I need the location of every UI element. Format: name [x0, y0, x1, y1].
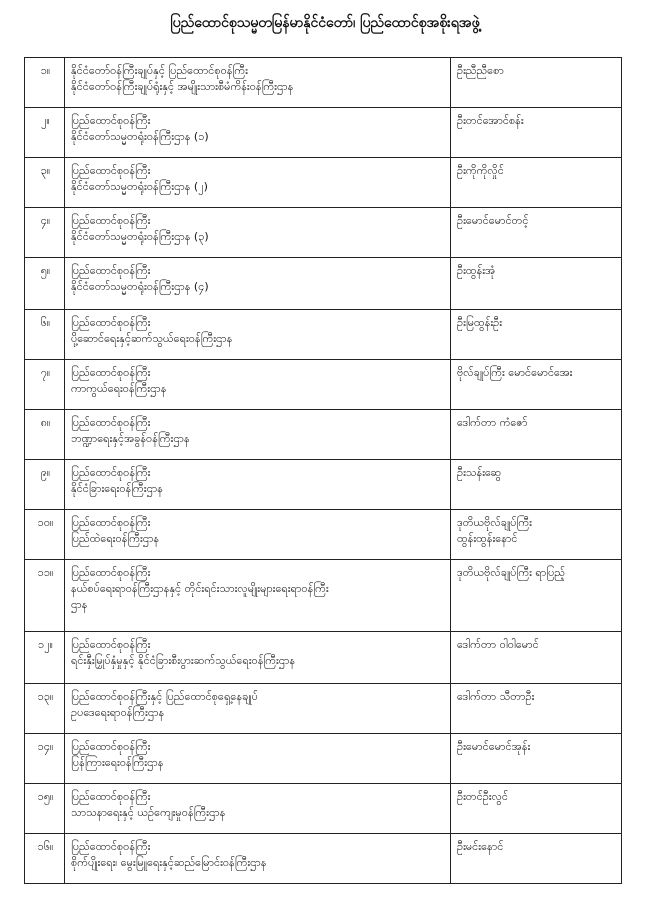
- position-line: ပြည်ထောင်စုဝန်ကြီး: [71, 566, 151, 579]
- position-cell: [65, 784, 451, 834]
- minister-name-cell: [451, 208, 622, 258]
- table-row: [25, 208, 622, 258]
- minister-name: ဦးမောင်မောင်တင့်: [457, 214, 529, 227]
- position-cell: [65, 208, 451, 258]
- minister-name: ဦးကိုကိုလှိုင်: [457, 164, 504, 177]
- position-line: ကာကွယ်ရေးဝန်ကြီးဌာန: [71, 382, 167, 395]
- cabinet-table: [24, 57, 622, 884]
- position-line: ပြည်ထောင်စုဝန်ကြီး: [71, 466, 151, 479]
- position-line: နိုင်ငံခြားရေးဝန်ကြီးဌာန: [71, 482, 163, 495]
- row-number: ၁၄။: [25, 734, 65, 784]
- position-line: နိုင်ငံတော်သမ္မတရုံးဝန်ကြီးဌာန (၂): [71, 180, 208, 193]
- minister-name-cell: [451, 58, 622, 108]
- row-number: ၁၁။: [25, 560, 65, 632]
- position-line: ပြန်ကြားရေးဝန်ကြီးဌာန: [71, 756, 164, 769]
- row-number: ၉။: [25, 460, 65, 510]
- minister-name: ဒေါက်တာ သီတာဦး: [457, 690, 535, 703]
- position-cell: [65, 684, 451, 734]
- position-cell: [65, 58, 451, 108]
- table-row: [25, 510, 622, 560]
- minister-name-cell: [451, 784, 622, 834]
- table-row: [25, 834, 622, 884]
- position-line: ပြည်ထောင်စုဝန်ကြီး: [71, 638, 151, 651]
- position-line: ပြည်ထဲရေးဝန်ကြီးဌာန: [71, 532, 160, 545]
- row-number: ၁။: [25, 58, 65, 108]
- row-number: ၈။: [25, 410, 65, 460]
- table-row: [25, 360, 622, 410]
- minister-name: ဦးမင်းနောင်: [457, 840, 504, 853]
- row-number: ၁၂။: [25, 632, 65, 684]
- minister-name-cell: [451, 410, 622, 460]
- minister-name-cell: [451, 560, 622, 632]
- position-line: ပြည်ထောင်စုဝန်ကြီး: [71, 114, 151, 127]
- position-cell: [65, 632, 451, 684]
- position-line: စိုက်ပျိုးရေး၊ မွေးမြူရေးနှင့်ဆည်မြောင်းဝန်ကြီးဌာန: [71, 856, 267, 869]
- table-row: [25, 632, 622, 684]
- minister-name: ဦးမြထွန်းဦး: [457, 316, 503, 329]
- position-line: နိုင်ငံတော်သမ္မတရုံးဝန်ကြီးဌာန (၃): [71, 230, 209, 243]
- table-row: [25, 310, 622, 360]
- table-row: [25, 410, 622, 460]
- minister-name: ထွန်းထွန်းနောင်: [457, 532, 518, 545]
- minister-name-cell: [451, 360, 622, 410]
- minister-name: ဗိုလ်ချုပ်ကြီး မောင်မောင်အေး: [457, 366, 573, 379]
- position-line: ပြည်ထောင်စုဝန်ကြီး: [71, 366, 151, 379]
- table-row: [25, 108, 622, 158]
- minister-name-cell: [451, 684, 622, 734]
- minister-name: ဦးညီညီစော: [457, 64, 504, 77]
- position-line: ပြည်ထောင်စုဝန်ကြီး: [71, 840, 151, 853]
- minister-name-cell: [451, 158, 622, 208]
- page-title: ပြည်ထောင်စုသမ္မတမြန်မာနိုင်ငံတော်၊ ပြည်ထောင်စုအစိုးရအဖွဲ့: [170, 15, 480, 31]
- position-cell: [65, 510, 451, 560]
- position-line: ပြည်ထောင်စုဝန်ကြီး: [71, 214, 151, 227]
- minister-name: ဦးထွန်းအုံ: [457, 264, 496, 277]
- table-row: [25, 158, 622, 208]
- position-line: ပြည်ထောင်စုဝန်ကြီး: [71, 264, 151, 277]
- position-line: ပြည်ထောင်စုဝန်ကြီးနှင့် ပြည်ထောင်စုရှေ့နေချုပ်: [71, 690, 258, 703]
- row-number: ၁၃။: [25, 684, 65, 734]
- row-number: ၄။: [25, 208, 65, 258]
- row-number: ၁၅။: [25, 784, 65, 834]
- position-cell: [65, 734, 451, 784]
- minister-name: ဒေါက်တာ ဝါဝါမောင်: [457, 638, 539, 651]
- position-line: ဘဏ္ဍာရေးနှင့်အခွန်ဝန်ကြီးဌာန: [71, 432, 190, 445]
- position-cell: [65, 158, 451, 208]
- minister-name: ဒုတိယဗိုလ်ချုပ်ကြီး: [457, 516, 532, 529]
- position-line: ပြည်ထောင်စုဝန်ကြီး: [71, 416, 151, 429]
- minister-name: ဒုတိယဗိုလ်ချုပ်ကြီး ရာပြည့်: [457, 566, 565, 579]
- minister-name-cell: [451, 310, 622, 360]
- position-cell: [65, 258, 451, 310]
- position-line: နိုင်ငံတော်ဝန်ကြီးချုပ်ရုံးနှင့် အမျိုးသားစီမံကိန်းဝန်ကြီးဌာန: [71, 80, 294, 93]
- row-number: ၂။: [25, 108, 65, 158]
- minister-name-cell: [451, 834, 622, 884]
- position-cell: [65, 310, 451, 360]
- position-cell: [65, 410, 451, 460]
- minister-name: ဦးမောင်မောင်အုန်း: [457, 740, 531, 753]
- table-row: [25, 784, 622, 834]
- position-line: နယ်စပ်ရေးရာဝန်ကြီးဌာနနှင့် တိုင်းရင်းသားလူမျိုးများရေးရာဝန်ကြီး: [71, 582, 329, 595]
- position-line: ပြည်ထောင်စုဝန်ကြီး: [71, 516, 151, 529]
- table-row: [25, 684, 622, 734]
- position-line: ရင်းနှီးမြှုပ်နှံမှုနှင့် နိုင်ငံခြားစီးပွားဆက်သွယ်ရေးဝန်ကြီးဌာန: [71, 654, 296, 667]
- position-line: ပို့ဆောင်ရေးနှင့်ဆက်သွယ်ရေးဝန်ကြီးဌာန: [71, 332, 233, 345]
- row-number: ၆။: [25, 310, 65, 360]
- position-line: နိုင်ငံတော်ဝန်ကြီးချုပ်နှင့် ပြည်ထောင်စုဝန်ကြီး: [71, 64, 248, 77]
- row-number: ၇။: [25, 360, 65, 410]
- position-cell: [65, 360, 451, 410]
- table-row: [25, 258, 622, 310]
- minister-name-cell: [451, 108, 622, 158]
- position-cell: [65, 108, 451, 158]
- row-number: ၁၀။: [25, 510, 65, 560]
- row-number: ၅။: [25, 258, 65, 310]
- position-line: ပြည်ထောင်စုဝန်ကြီး: [71, 316, 151, 329]
- table-row: [25, 58, 622, 108]
- minister-name-cell: [451, 734, 622, 784]
- position-line: နိုင်ငံတော်သမ္မတရုံးဝန်ကြီးဌာန (၄): [71, 280, 209, 293]
- position-line: ပြည်ထောင်စုဝန်ကြီး: [71, 164, 151, 177]
- minister-name-cell: [451, 258, 622, 310]
- row-number: ၁၆။: [25, 834, 65, 884]
- row-number: ၃။: [25, 158, 65, 208]
- position-line: နိုင်ငံတော်သမ္မတရုံးဝန်ကြီးဌာန (၁): [71, 130, 209, 143]
- minister-name: ဦးတင်အောင်စန်း: [457, 114, 524, 127]
- position-cell: [65, 460, 451, 510]
- table-row: [25, 460, 622, 510]
- position-line: ပြည်ထောင်စုဝန်ကြီး: [71, 790, 151, 803]
- position-line: ပြည်ထောင်စုဝန်ကြီး: [71, 740, 151, 753]
- minister-name: ဦးတင်ဦးလွင်: [457, 790, 509, 803]
- table-row: [25, 560, 622, 632]
- minister-name: ဦးသန်းဆွေ: [457, 466, 502, 479]
- position-cell: [65, 560, 451, 632]
- position-line: သာသနာရေးနှင့် ယဉ်ကျေးမှုဝန်ကြီးဌာန: [71, 806, 226, 819]
- position-line: ဥပဒေရေးရာဝန်ကြီးဌာန: [71, 706, 165, 719]
- minister-name-cell: [451, 460, 622, 510]
- position-line: ဌာန: [71, 598, 88, 611]
- minister-name-cell: [451, 510, 622, 560]
- minister-name: ဒေါက်တာ ကံဇော်: [457, 416, 528, 429]
- table-row: [25, 734, 622, 784]
- position-cell: [65, 834, 451, 884]
- minister-name-cell: [451, 632, 622, 684]
